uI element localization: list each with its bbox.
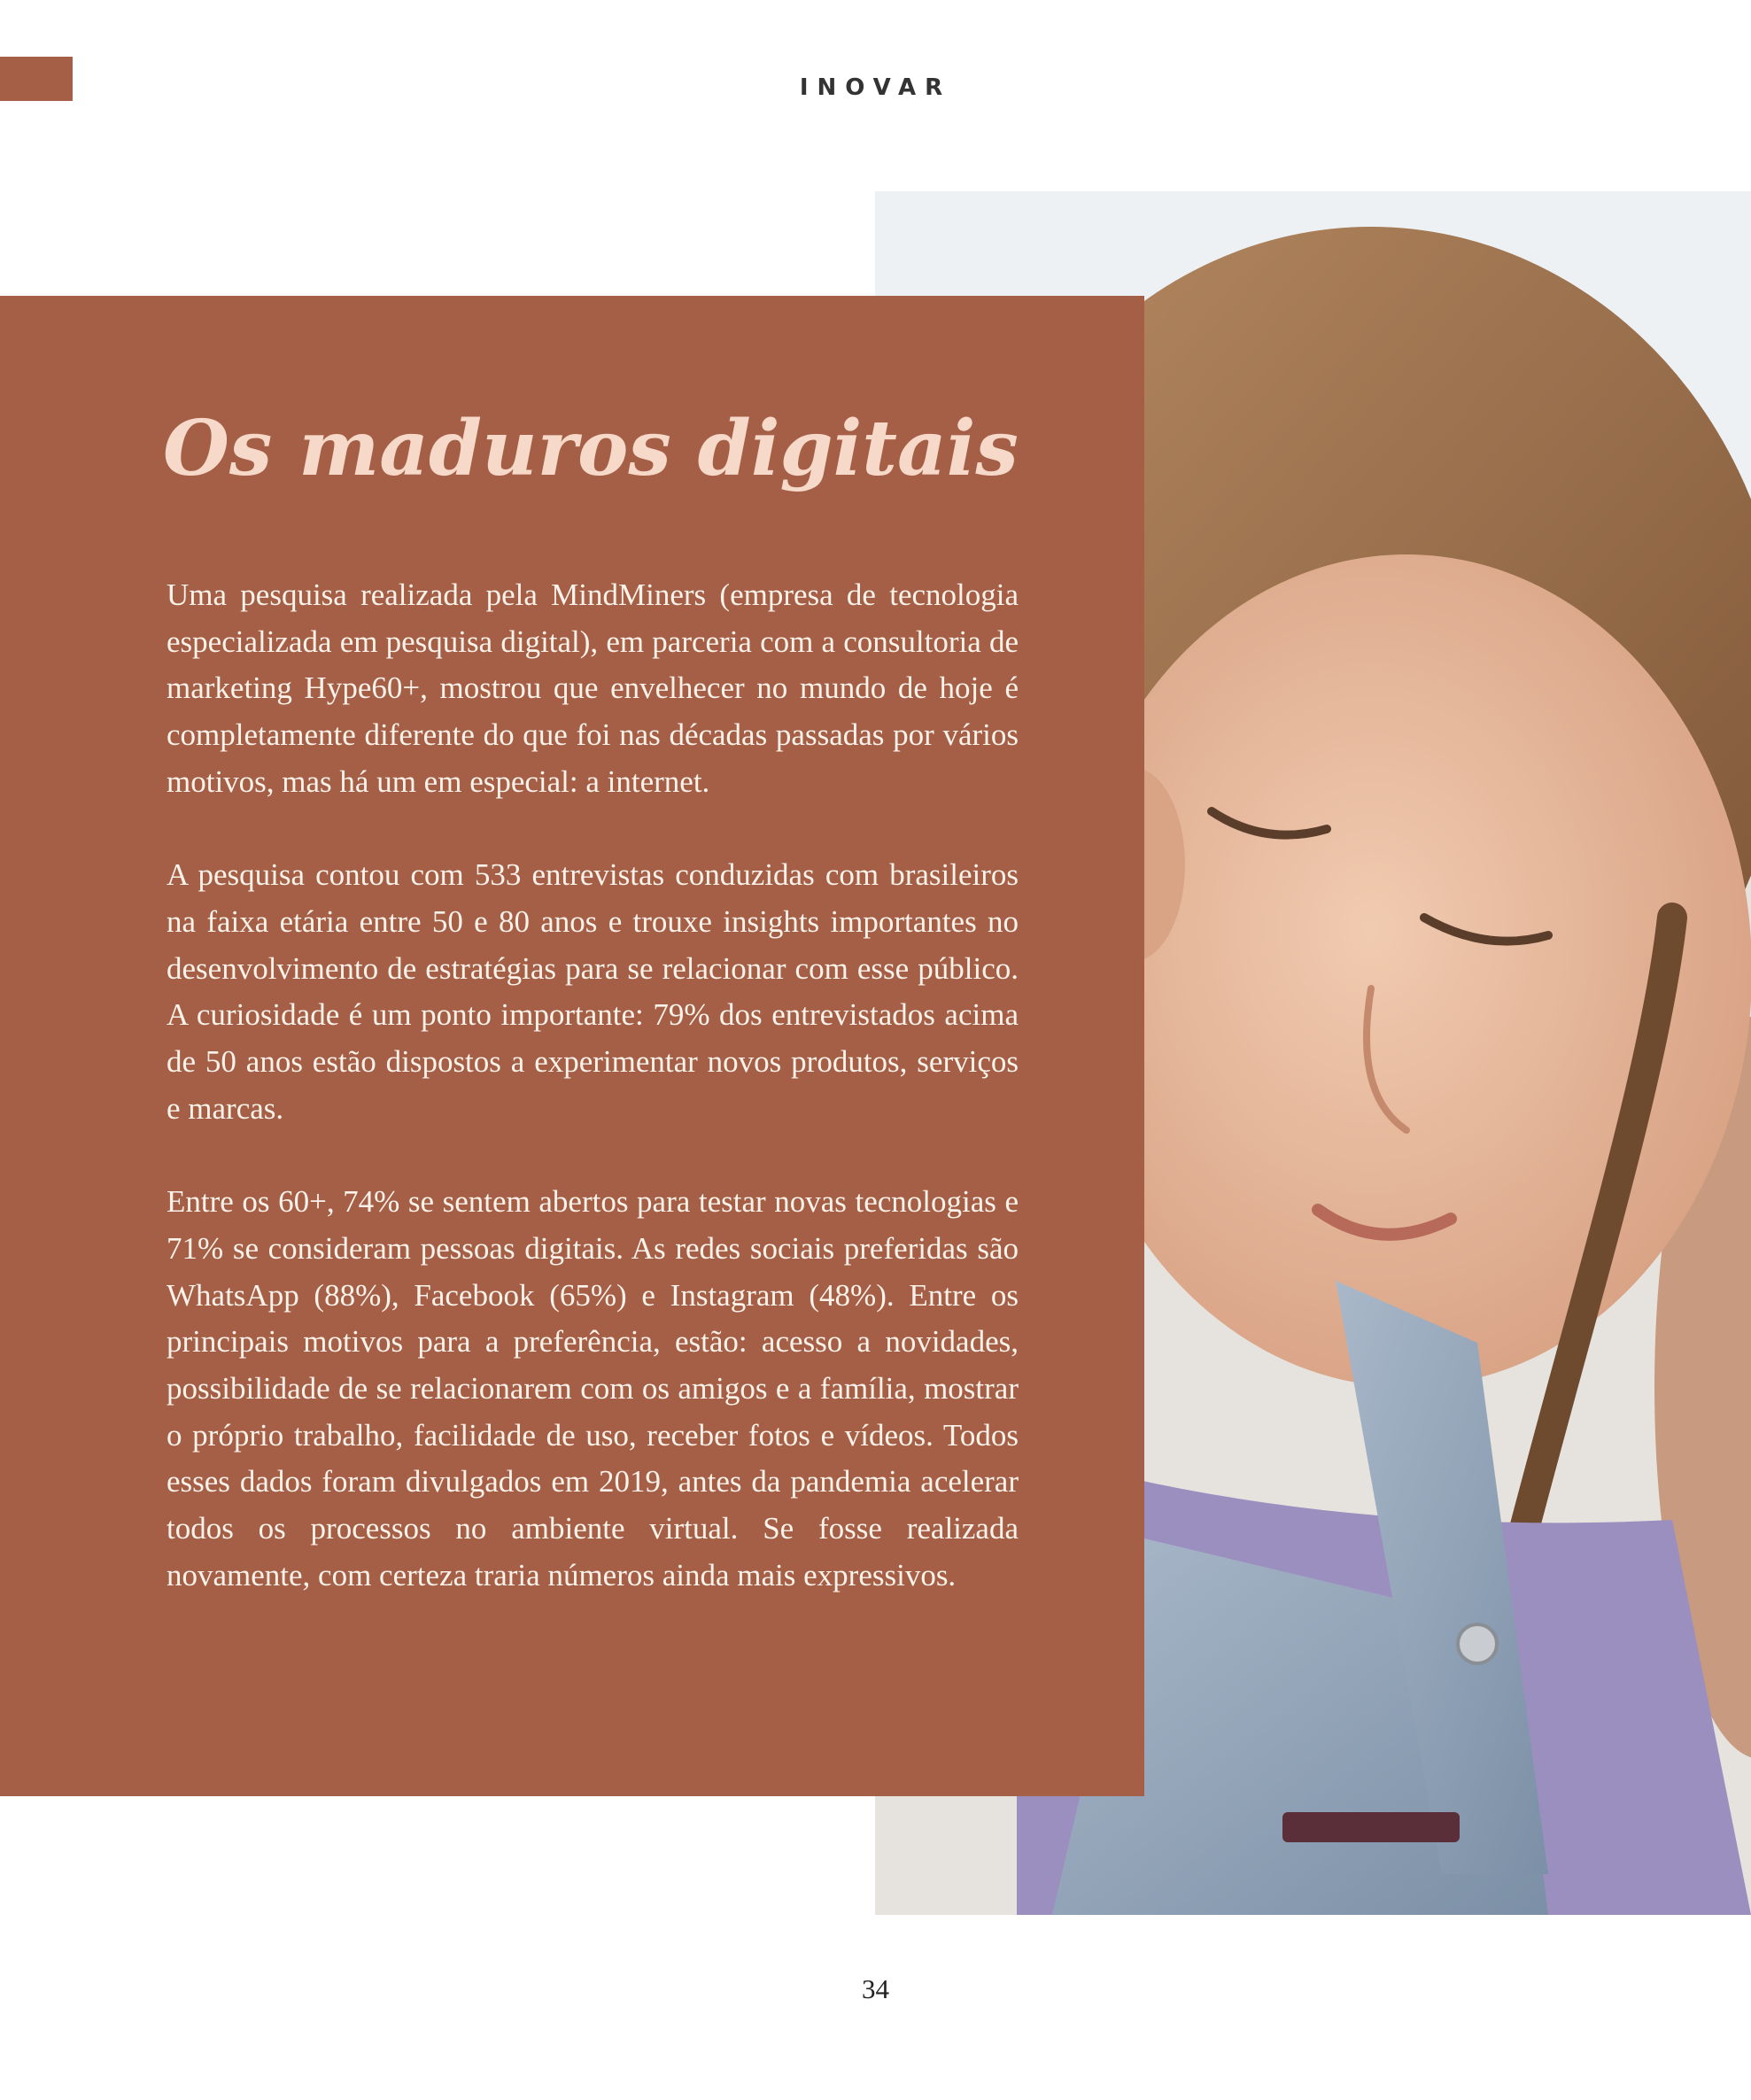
article-body [167,572,1019,1646]
paragraph: Entre os 60+, 74% se sentem abertos para testar novas tecnologias e 71% se consideram pessoas digitais. As redes sociais preferidas são WhatsApp (88%), Facebook (65%) e Instagram (48%). Entre os principais motivos para a preferência, estão: acesso a novidades, possibilidade de se relacionarem com os amigos e a família, mostrar o próprio trabalho, facilidade de uso, receber fotos e vídeos. Todos esses dados foram divulgados em 2019, antes da pandemia acelerar todos os processos no ambiente virtual. Se fosse realizada novamente, com certeza traria números ainda mais expressivos. [167,1184,1019,1592]
page-number: 34 [862,1973,889,2004]
article-title: Os maduros digitais [163,404,1019,493]
section-label: INOVAR [799,74,952,101]
paragraph: Uma pesquisa realizada pela MindMiners (empresa de tecnologia especializada em pesquisa digital), em parceria com a consultoria de marketing Hype60+, mostrou que envelhecer no mundo de hoje é completamente diferente do que foi nas décadas passadas por vários motivos, mas há um em especial: a internet. [167,577,1019,799]
paragraph: A pesquisa contou com 533 entrevistas conduzidas com brasileiros na faixa etária entre 50 e 80 anos e trouxe insights importantes no desenvolvimento de estratégias para se relacionar com esse público. A curiosidade é um ponto importante: 79% dos entrevistados acima de 50 anos estão dispostos a experimentar novos produtos, serviços e marcas. [167,857,1019,1126]
